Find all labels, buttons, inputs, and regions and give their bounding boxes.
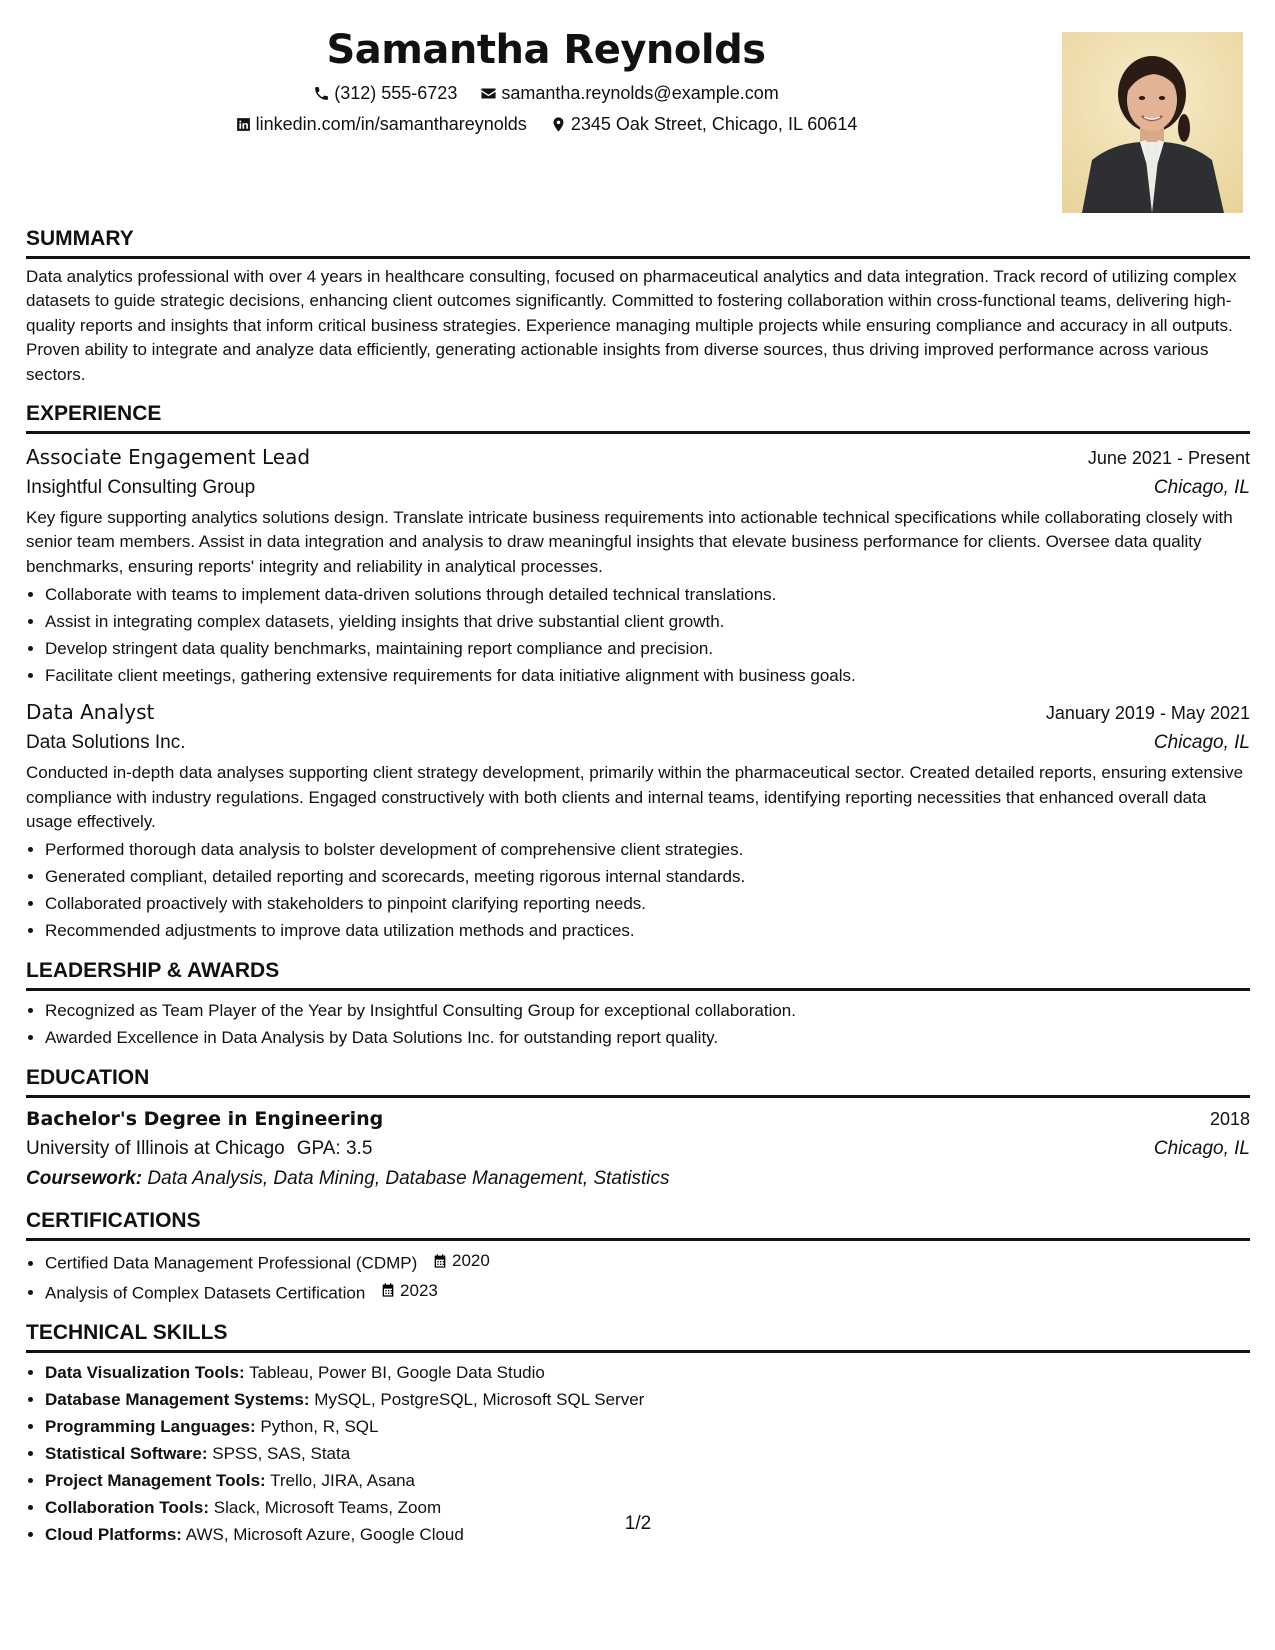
certifications-heading: CERTIFICATIONS [26, 1208, 1250, 1241]
cert-year: 2023 [400, 1280, 438, 1300]
certifications-list [26, 1247, 1250, 1306]
skill-label: Programming Languages: [45, 1417, 256, 1437]
summary-heading: SUMMARY [26, 226, 1250, 259]
job-company: Data Solutions Inc. [26, 732, 186, 754]
summary-section [26, 226, 1250, 387]
list-item [45, 1386, 1250, 1413]
skill-label: Data Visualization Tools: [45, 1363, 245, 1383]
skill-value: Python, R, SQL [260, 1417, 379, 1437]
job-dates: June 2021 - Present [1087, 448, 1250, 469]
calendar-icon [380, 1282, 396, 1298]
skill-value: SPSS, SAS, Stata [212, 1444, 351, 1464]
list-item: • Recognized as Team Player of the Year by Insightful Consulting Group for exceptional collaboration. [45, 997, 1250, 1024]
cert-name: Analysis of Complex Datasets Certification [45, 1283, 366, 1303]
address-text: 2345 Oak Street, Chicago, IL 60614 [570, 114, 858, 134]
job-title: Associate Engagement Lead [26, 445, 311, 470]
school-name: University of Illinois at Chicago [26, 1138, 285, 1160]
list-item: • Generated compliant, detailed reporting and scorecards, meeting rigorous internal standards. [45, 863, 1250, 890]
job-bullets [26, 836, 1250, 944]
graduation-year: 2018 [1209, 1109, 1250, 1130]
skills-heading: TECHNICAL SKILLS [26, 1320, 1250, 1353]
email-text: samantha.reynolds@example.com [501, 83, 779, 103]
skill-value: Slack, Microsoft Teams, Zoom [213, 1498, 442, 1518]
calendar-icon [432, 1253, 448, 1269]
linkedin-icon [235, 116, 252, 133]
education-heading: EDUCATION [26, 1065, 1250, 1098]
job-bullets [26, 581, 1250, 689]
job-location: Chicago, IL [1153, 732, 1250, 754]
skill-label: Project Management Tools: [45, 1471, 266, 1491]
skill-label: Collaboration Tools: [45, 1498, 210, 1518]
job-description: Conducted in-depth data analyses supporting client strategy development, primarily within the pharmaceutical sector. Created detailed reports, ensuring extensive compliance with industry regulations. Engaged constructively with both clients and internal teams, identifying reporting necessities that enhanced overall data usage effectively. [26, 763, 1244, 832]
contact-linkedin[interactable] [235, 112, 527, 136]
list-item: • Develop stringent data quality benchmarks, maintaining report compliance and precision. [45, 635, 1250, 662]
contact-address [550, 112, 858, 136]
cert-year: 2020 [452, 1251, 490, 1271]
skill-value: Trello, JIRA, Asana [270, 1471, 416, 1491]
list-item: • Facilitate client meetings, gathering extensive requirements for data initiative alignment with business goals. [45, 662, 1250, 689]
job-entry [26, 697, 1250, 944]
cert-name: Certified Data Management Professional (CDMP) [45, 1253, 418, 1273]
degree-title: Bachelor's Degree in Engineering [26, 1108, 384, 1131]
contact-email[interactable] [480, 81, 778, 105]
skill-value: Tableau, Power BI, Google Data Studio [249, 1363, 545, 1383]
map-pin-icon [550, 116, 567, 133]
job-dates: January 2019 - May 2021 [1045, 703, 1250, 724]
phone-icon [313, 85, 330, 102]
certifications-section [26, 1208, 1250, 1306]
list-item [45, 1467, 1250, 1494]
list-item: • Collaborate with teams to implement data-driven solutions through detailed technical translations. [45, 581, 1250, 608]
contact-row-primary [26, 81, 1066, 108]
phone-text: (312) 555-6723 [334, 83, 458, 103]
list-item: • Collaborated proactively with stakeholders to pinpoint clarifying reporting needs. [45, 890, 1250, 917]
experience-heading: EXPERIENCE [26, 401, 1250, 434]
list-item: • Recommended adjustments to improve data utilization methods and practices. [45, 917, 1250, 944]
education-section [26, 1065, 1250, 1194]
list-item [45, 1440, 1250, 1467]
list-item: • Performed thorough data analysis to bolster development of comprehensive client strategies. [45, 836, 1250, 863]
list-item [45, 1413, 1250, 1440]
list-item [45, 1247, 1250, 1277]
job-description: Key figure supporting analytics solutions design. Translate intricate business requirements into actionable technical specifications while collaborating closely with senior team members. Assist in data integration and analysis to draw meaningful insights that elevate business performance for clients. Oversee data quality benchmarks, ensuring reports' integrity and reliability in analytical processes. [26, 508, 1233, 576]
job-location: Chicago, IL [1153, 477, 1250, 499]
skill-value: AWS, Microsoft Azure, Google Cloud [185, 1525, 464, 1545]
contact-row-secondary [26, 112, 1066, 139]
skill-label: Database Management Systems: [45, 1390, 310, 1410]
skill-label: Cloud Platforms: [45, 1525, 182, 1545]
envelope-icon [480, 85, 497, 102]
gpa: GPA: 3.5 [296, 1138, 373, 1160]
profile-photo-illustration [1062, 32, 1243, 213]
resume-header [26, 18, 1250, 218]
coursework-label: Coursework: [26, 1168, 143, 1190]
leadership-heading: LEADERSHIP & AWARDS [26, 958, 1250, 991]
experience-section [26, 401, 1250, 944]
linkedin-text: linkedin.com/in/samanthareynolds [255, 114, 527, 134]
list-item: • Assist in integrating complex datasets, yielding insights that drive substantial client growth. [45, 608, 1250, 635]
candidate-name: Samantha Reynolds [326, 27, 766, 73]
job-title: Data Analyst [26, 700, 155, 725]
coursework [26, 1164, 1250, 1194]
skill-value: MySQL, PostgreSQL, Microsoft SQL Server [314, 1390, 645, 1410]
coursework-list: Data Analysis, Data Mining, Database Management, Statistics [147, 1168, 670, 1190]
job-company: Insightful Consulting Group [26, 477, 256, 499]
profile-photo [1062, 32, 1243, 213]
leadership-list [26, 997, 1250, 1051]
skill-label: Statistical Software: [45, 1444, 208, 1464]
summary-text: Data analytics professional with over 4 years in healthcare consulting, focused on pharmaceutical analytics and data integration. Track record of utilizing complex datasets to guide strategic decisions, enhancing client outcomes significantly. Committed to fostering collaboration within cross-functional teams, delivering high-quality reports and insights that inform critical business strategies. Experience managing multiple projects while ensuring compliance and accuracy in all outputs. Proven ability to integrate and analyze data efficiently, generating actionable insights from diverse sources, thus driving improved performance across various sectors. [26, 267, 1237, 384]
page-number: 1/2 [624, 1513, 652, 1534]
resume-page [26, 18, 1250, 1548]
list-item [45, 1359, 1250, 1386]
school-location: Chicago, IL [1153, 1138, 1250, 1160]
list-item [45, 1277, 1250, 1307]
contact-phone[interactable] [313, 81, 457, 105]
job-entry [26, 442, 1250, 689]
list-item: • Awarded Excellence in Data Analysis by Data Solutions Inc. for outstanding report quality. [45, 1024, 1250, 1051]
leadership-section [26, 958, 1250, 1051]
